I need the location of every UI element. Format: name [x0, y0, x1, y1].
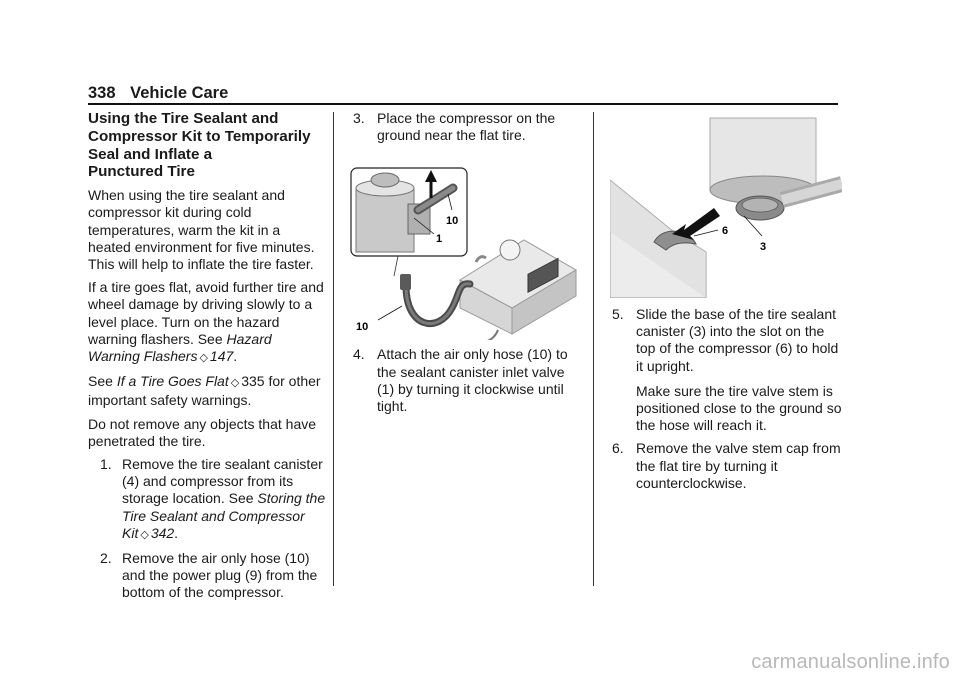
section-heading [88, 110, 326, 181]
power-cord [484, 330, 498, 340]
column-divider [593, 112, 594, 586]
callout-10-inset: 10 [446, 215, 459, 227]
step-4: 4. Attach the air only hose (10) to the sealant canister inlet valve (1) by turning it clockwise until tight. [353, 346, 568, 415]
step-5-note: Make sure the tire valve stem is positioned close to the ground so the hose will reach it. [636, 382, 842, 434]
hose-tip [400, 274, 411, 290]
heading-line: Using the Tire Sealant and [88, 110, 279, 127]
page-number: 338 [88, 84, 116, 102]
page-header [88, 84, 228, 103]
paragraph-safety: See If a Tire Goes Flat ◇ 335 for other important safety warnings. [88, 373, 321, 409]
figure-canister-slot [610, 112, 842, 298]
page-ref-number[interactable]: 335 [241, 373, 265, 390]
heading-line: Compressor Kit to Temporarily [88, 127, 311, 145]
link-if-a-tire-goes-flat[interactable]: If a Tire Goes Flat [116, 373, 229, 390]
step-1: 1. Remove the tire sealant canister (4) and compressor from its storage location. See Storing the Tire Sealant and Compressor Kit ◇ 342. [100, 456, 326, 541]
section-title: Vehicle Care [130, 84, 229, 102]
gauge [500, 240, 520, 260]
paragraph-flat-tire: If a tire goes flat, avoid further tire and wheel damage by driving slowly to a level place. Turn on the hazard warning flashers. See Hazard Warning Flashers ◇ 147. [88, 279, 324, 365]
heading-line: Seal and Inflate a [88, 145, 213, 163]
figure-compressor-hose [348, 158, 584, 340]
page-ref-icon: ◇ [140, 528, 149, 541]
callout-10: 10 [356, 321, 369, 333]
step-5: 5. Slide the base of the tire sealant canister (3) into the slot on the top of the compressor (6) to hold it upright. [612, 306, 839, 374]
paragraph-objects: Do not remove any objects that have penetrated the tire. [88, 415, 317, 449]
step-6: 6. Remove the valve stem cap from the flat tire by turning it counterclockwise. [612, 440, 841, 491]
step-3: 3. Place the compressor on the ground near the flat tire. [353, 110, 556, 144]
column-left [88, 110, 326, 608]
canister-cap [371, 173, 399, 187]
callout-3: 3 [760, 241, 767, 253]
step-2: 2. Remove the air only hose (10) and the power plug (9) from the bottom of the compressor. [100, 550, 318, 601]
link-hazard-warning-flashers[interactable]: Hazard Warning Flashers [88, 330, 272, 365]
canister-body [356, 188, 414, 252]
link-storing-kit[interactable]: Storing the Tire Sealant and Compressor Kit [122, 490, 326, 541]
page-ref-number[interactable]: 147 [209, 348, 234, 365]
callout-6: 6 [722, 225, 729, 237]
page-ref-number[interactable]: 342 [150, 524, 175, 541]
page-ref-icon: ◇ [199, 352, 208, 365]
callout-1: 1 [436, 233, 443, 245]
watermark: carmanualsonline.info [751, 651, 950, 673]
heading-line: Punctured Tire [88, 163, 195, 181]
page-ref-icon: ◇ [230, 377, 240, 390]
paragraph-cold-temperatures: When using the tire sealant and compressor kit during cold temperatures, warm the kit in a heated environment for five minutes. This will help to inflate the tire faster. [88, 187, 315, 272]
header-rule [88, 103, 838, 105]
column-divider [333, 112, 334, 586]
